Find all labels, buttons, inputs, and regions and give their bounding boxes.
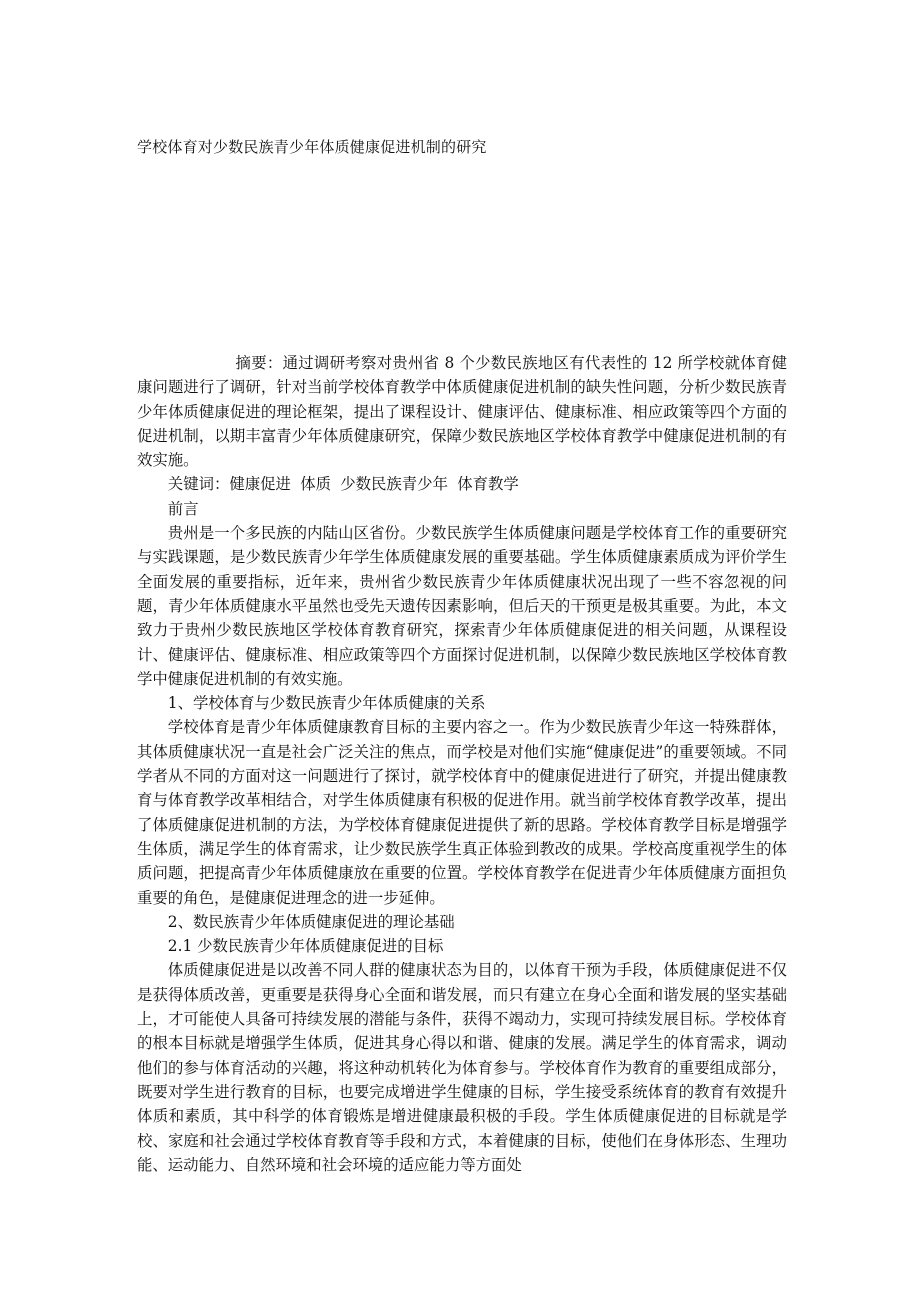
preface-heading: 前言 xyxy=(167,499,199,518)
keywords-line xyxy=(137,472,787,496)
section-2-1-paragraph: 体质健康促进是以改善不同人群的健康状态为目的，以体育干预为手段，体质健康促进不仅是获得体质改善，更重要是获得身心全面和谐发展，而只有建立在身心全面和谐发展的坚实基础上，才可能使人具备可持续发展的潜能与条件，获得不竭动力，实现可持续发展目标。学校体育的根本目标就是增强学生体质，促进其身心得以和谐、健康的发展。满足学生的体育需求，调动他们的参与体育活动的兴趣，将这种动机转化为体育参与。学校体育作为教育的重要组成部分，既要对学生进行教育的目标，也要完成增进学生健康的目标，学生接受系统体育的教育有效提升体质和素质，其中科学的体育锻炼是增进健康最积极的手段。学生体质健康促进的目标就是学校、家庭和社会通过学校体育教育等手段和方式，本着健康的目标，使他们在身体形态、生理功能、运动能力、自然环境和社会环境的适应能力等方面处 xyxy=(137,961,787,1174)
abstract-paragraph: 摘要：通过调研考察对贵州省 8 个少数民族地区有代表性的 12 所学校就体育健康问题进行了调研，针对当前学校体育教学中体质健康促进机制的缺失性问题，分析少数民族青少年体质健康促进的理论框架，提出了课程设计、健康评估、健康标准、相应政策等四个方面的促进机制，以期丰富青少年体质健康研究，保障少数民族地区学校体育教学中健康促进机制的有效实施。 xyxy=(137,354,787,470)
keywords-label: 关键词： xyxy=(167,475,230,494)
keyword-item: 少数民族青少年 xyxy=(340,475,448,494)
section-2-heading: 2、数民族青少年体质健康促进的理论基础 xyxy=(167,912,455,931)
keyword-item: 体育教学 xyxy=(457,475,519,494)
section-1-heading: 1、学校体育与少数民族青少年体质健康的关系 xyxy=(167,694,486,713)
preface-paragraph: 贵州是一个多民族的内陆山区省份。少数民族学生体质健康问题是学校体育工作的重要研究与实践课题，是少数民族青少年学生体质健康发展的重要基础。学生体质健康素质成为评价学生全面发展的重要指标，近年来，贵州省少数民族青少年体质健康状况出现了一些不容忽视的问题，青少年体质健康水平虽然也受先天遗传因素影响，但后天的干预更是极其重要。为此，本文致力于贵州少数民族地区学校体育教育研究，探索青少年体质健康促进的相关问题，从课程设计、健康评估、健康标准、相应政策等四个方面探讨促进机制，以保障少数民族地区学校体育教学中健康促进机制的有效实施。 xyxy=(137,524,787,688)
document-title: 学校体育对少数民族青少年体质健康促进机制的研究 xyxy=(137,138,487,156)
keyword-item: 体质 xyxy=(300,475,331,494)
section-1-paragraph: 学校体育是青少年体质健康教育目标的主要内容之一。作为少数民族青少年这一特殊群体，其体质健康状况一直是社会广泛关注的焦点，而学校是对他们实施“健康促进”的重要领域。不同学者从不同的方面对这一问题进行了探讨，就学校体育中的健康促进进行了研究，并提出健康教育与体育教学改革相结合，对学生体质健康有积极的促进作用。就当前学校体育教学改革，提出了体质健康促进机制的方法，为学校体育健康促进提供了新的思路。学校体育教学目标是增强学生体质，满足学生的体育需求，让少数民族学生真正体验到教改的成果。学校高度重视学生的体质问题，把提高青少年体质健康放在重要的位置。学校体育教学在促进青少年体质健康方面担负重要的角色，是健康促进理念的进一步延伸。 xyxy=(137,718,787,907)
keyword-item: 健康促进 xyxy=(229,475,291,494)
document-body xyxy=(137,351,787,1177)
section-2-1-heading: 2.1 少数民族青少年体质健康促进的目标 xyxy=(167,937,444,956)
